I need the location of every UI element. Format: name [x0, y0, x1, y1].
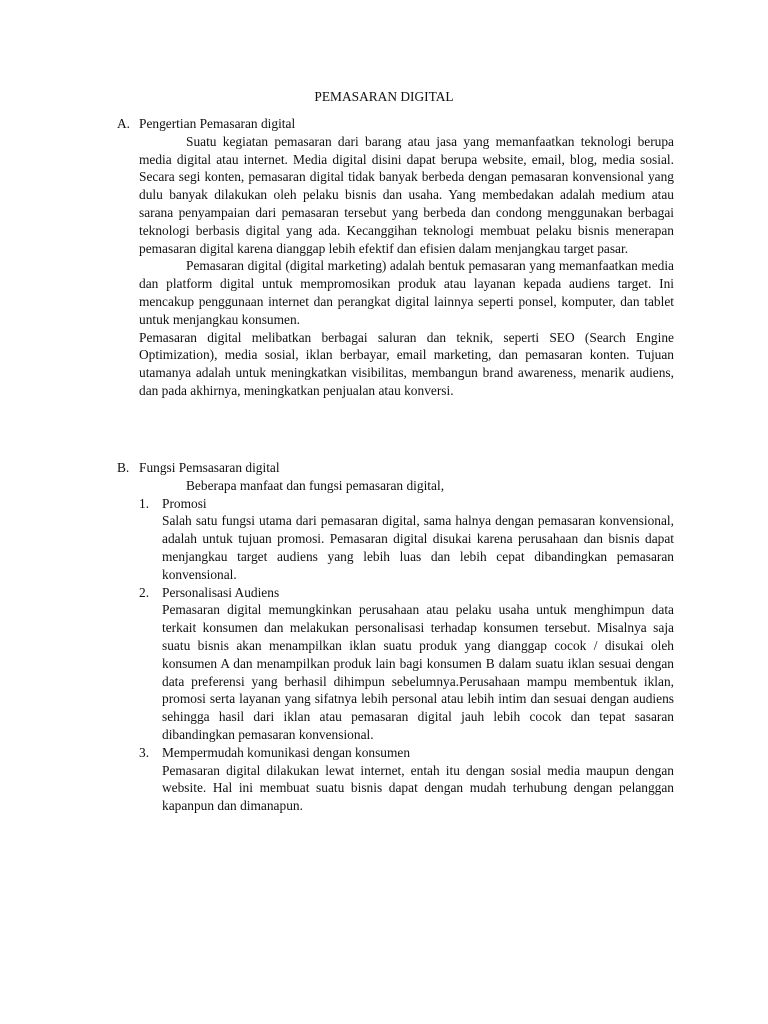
list-item-number: 2.: [139, 584, 150, 600]
list-item-body: Pemasaran digital memungkinkan perusahaan atau pelaku usaha untuk menghimpun data terkait konsumen dan melakukan personalisasi terhadap konsumen tersebut. Misalnya saja suatu bisnis akan menampilkan iklan suatu produk yang dianggap cocok / disukai oleh konsumen A dan menampilkan produk lain bagi konsumen B dalam suatu iklan sesuai dengan data preferensi yang berhasil dihimpun sebelumnya.Perusahaan mampu membentuk iklan, promosi serta layanan yang sifatnya lebih personal atau lebih intim dan sesuai dengan audiens sehingga hasil dari iklan atau pemasaran digital jauh lebih cocok dan tepat sasaran dibandingkan pemasaran konvensional.: [162, 602, 674, 742]
section-b-intro: Beberapa manfaat dan fungsi pemasaran digital,: [186, 477, 445, 493]
list-item-number: 3.: [139, 744, 150, 760]
section-a-heading: [117, 115, 677, 133]
section-a-letter: A.: [117, 116, 131, 131]
section-a-title: Pengertian Pemasaran digital: [139, 116, 296, 131]
list-item-personalisasi: [139, 584, 674, 744]
list-item-body: Salah satu fungsi utama dari pemasaran digital, sama halnya dengan pemasaran konvensional, adalah untuk tujuan promosi. Pemasaran digital disukai karena perusahaan dan bisnis dapat menjangkau target audiens yang lebih luas dan lebih cepat dibandingkan pemasaran konvensional.: [162, 513, 674, 582]
list-item-body: Pemasaran digital dilakukan lewat internet, entah itu dengan sosial media maupun dengan website. Hal ini membuat suatu bisnis dapat dengan mudah terhubung dengan pelanggan kapanpun dan dimanapun.: [162, 762, 674, 814]
list-item-title: Personalisasi Audiens: [162, 584, 280, 600]
list-item-title: Mempermudah komunikasi dengan konsumen: [162, 744, 411, 760]
page-title: PEMASARAN DIGITAL: [314, 89, 454, 104]
paragraph: Pemasaran digital (digital marketing) adalah bentuk pemasaran yang memanfaatkan media dan platform digital untuk mempromosikan produk atau layanan kepada audiens target. Ini mencakup penggunaan internet dan perangkat digital lainnya seperti ponsel, komputer, dan tablet untuk menjangkau konsumen.: [139, 258, 674, 327]
paragraph: Suatu kegiatan pemasaran dari barang atau jasa yang memanfaatkan teknologi berupa media digital atau internet. Media digital disini dapat berupa website, email, blog, media sosial. Secara segi konten, pemasaran digital tidak banyak berbeda dengan pemasaran konvensional yang dulu banyak dilakukan oleh pelaku bisnis dan usaha. Yang membedakan adalah medium atau sarana penyampaian dari pemasaran tersebut yang berbeda dan condong menggunakan berbagai teknologi berbasis digital yang ada. Kecanggihan teknologi membuat pelaku bisnis menerapan pemasaran digital karena dianggap lebih efektif dan efisien dalam menjangkau target pasar.: [139, 133, 674, 256]
list-item-komunikasi: [139, 744, 674, 815]
section-b-title: Fungsi Pemsasaran digital: [139, 460, 280, 475]
section-b-heading: [117, 459, 677, 477]
paragraph: Pemasaran digital melibatkan berbagai saluran dan teknik, seperti SEO (Search Engine Optimization), media sosial, iklan berbayar, email marketing, dan pemasaran konten. Tujuan utamanya adalah untuk meningkatkan visibilitas, membangun brand awareness, menarik audiens, dan pada akhirnya, meningkatkan penjualan atau konversi.: [139, 329, 674, 398]
section-a: [117, 115, 677, 400]
section-b: [117, 459, 677, 815]
section-a-body: [139, 133, 674, 400]
list-item-promosi: [139, 495, 674, 584]
list-item-title: Promosi: [162, 495, 207, 511]
list-item-number: 1.: [139, 495, 150, 511]
section-b-letter: B.: [117, 460, 130, 475]
section-b-body: [139, 477, 674, 815]
